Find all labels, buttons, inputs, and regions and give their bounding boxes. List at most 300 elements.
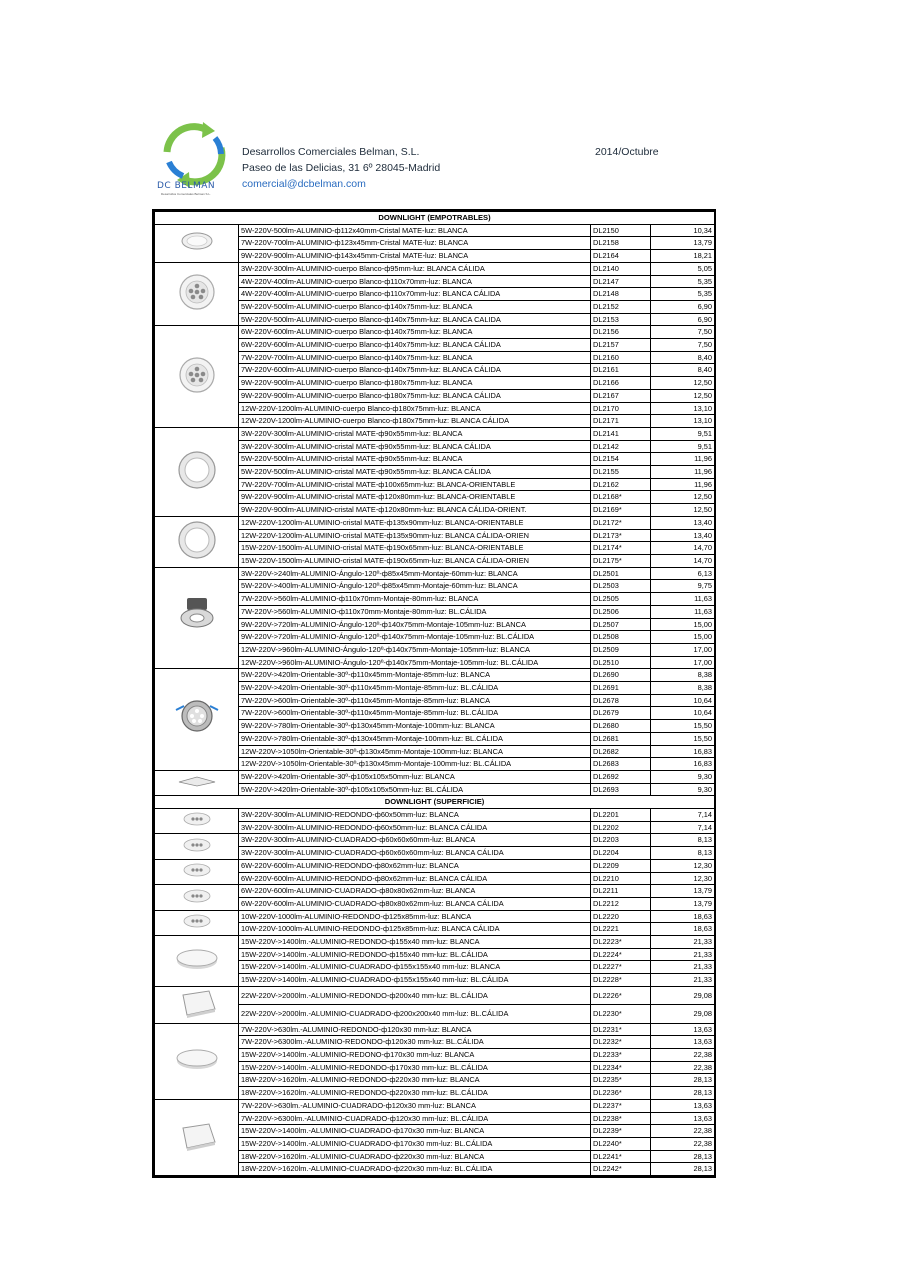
product-price: 12,30 <box>651 872 715 885</box>
product-price: 17,00 <box>651 656 715 669</box>
product-description: 12W-220V->1050lm-Orientable-30º-ф130x45mm-Montaje-100mm-luz: BL.CÁLIDA <box>239 758 591 771</box>
product-code: DL2212 <box>591 897 651 910</box>
product-description: 15W-220V->1400lm.-ALUMINIO-CUADRADO-ф170x30 mm-luz: BLANCA <box>239 1125 591 1138</box>
product-code: DL2235* <box>591 1074 651 1087</box>
product-price: 21,33 <box>651 936 715 949</box>
product-price: 12,50 <box>651 491 715 504</box>
product-image-cell <box>155 516 239 567</box>
table-row <box>155 834 715 847</box>
product-code: DL2204 <box>591 847 651 860</box>
product-code: DL2203 <box>591 834 651 847</box>
table-row <box>155 580 715 593</box>
product-code: DL2678 <box>591 694 651 707</box>
product-code: DL2157 <box>591 339 651 352</box>
table-row <box>155 923 715 936</box>
product-code: DL2202 <box>591 821 651 834</box>
product-price: 28,13 <box>651 1163 715 1176</box>
table-row <box>155 720 715 733</box>
table-row <box>155 504 715 517</box>
product-code: DL2234* <box>591 1061 651 1074</box>
surface-small-icon <box>180 811 214 827</box>
product-price: 6,90 <box>651 313 715 326</box>
product-code: DL2166 <box>591 377 651 390</box>
product-description: 7W-220V->600lm-Orientable-30º-ф110x45mm-Montaje-85mm-luz: BL.CÁLIDA <box>239 707 591 720</box>
table-row <box>155 326 715 339</box>
product-image-cell <box>155 885 239 910</box>
product-code: DL2236* <box>591 1087 651 1100</box>
product-code: DL2168* <box>591 491 651 504</box>
product-price: 13,10 <box>651 402 715 415</box>
table-row <box>155 643 715 656</box>
product-code: DL2509 <box>591 643 651 656</box>
product-price: 6,13 <box>651 567 715 580</box>
product-code: DL2169* <box>591 504 651 517</box>
table-row <box>155 275 715 288</box>
product-code: DL2683 <box>591 758 651 771</box>
recessed-flat-icon <box>180 231 214 251</box>
product-description: 5W-220V->420lm-Orientable-30º-ф105x105x50mm-luz: BLANCA <box>239 770 591 783</box>
product-code: DL2147 <box>591 275 651 288</box>
logo-text: DC BELMAN <box>157 181 216 191</box>
product-image-cell <box>155 834 239 859</box>
product-description: 6W-220V-600lm-ALUMINIO-cuerpo Blanco-ф140x75mm-luz: BLANCA CÁLIDA <box>239 339 591 352</box>
spot-cob-icon <box>175 596 219 636</box>
product-description: 3W-220V-300lm-ALUMINIO-cristal MATE-ф90x55mm-luz: BLANCA CÁLIDA <box>239 440 591 453</box>
table-row <box>155 1005 715 1023</box>
product-code: DL2161 <box>591 364 651 377</box>
table-row <box>155 974 715 987</box>
product-code: DL2140 <box>591 262 651 275</box>
product-price: 9,30 <box>651 770 715 783</box>
table-row <box>155 885 715 898</box>
product-description: 7W-220V->630lm.-ALUMINIO-CUADRADO-ф120x30 mm-luz: BLANCA <box>239 1099 591 1112</box>
product-image-cell <box>155 1099 239 1175</box>
product-code: DL2227* <box>591 961 651 974</box>
product-price: 11,63 <box>651 593 715 606</box>
product-price: 13,63 <box>651 1023 715 1036</box>
product-price: 5,05 <box>651 262 715 275</box>
table-row <box>155 682 715 695</box>
product-code: DL2211 <box>591 885 651 898</box>
product-description: 6W-220V-600lm-ALUMINIO-cuerpo Blanco-ф140x75mm-luz: BLANCA <box>239 326 591 339</box>
product-code: DL2679 <box>591 707 651 720</box>
product-code: DL2153 <box>591 313 651 326</box>
product-code: DL2164 <box>591 250 651 263</box>
product-price: 22,38 <box>651 1049 715 1062</box>
table-row <box>155 542 715 555</box>
product-description: 3W-220V-300lm-ALUMINIO-CUADRADO-ф60x60x60mm-luz: BLANCA CÁLIDA <box>239 847 591 860</box>
surface-round-panel-icon <box>174 946 220 972</box>
product-code: DL2228* <box>591 974 651 987</box>
table-row <box>155 453 715 466</box>
product-code: DL2682 <box>591 745 651 758</box>
product-description: 18W-220V->1620lm.-ALUMINIO-REDONDO-ф220x30 mm-luz: BL.CÁLIDA <box>239 1087 591 1100</box>
product-price: 5,35 <box>651 275 715 288</box>
product-description: 10W-220V-1000lm-ALUMINIO-REDONDO-ф125x85mm-luz: BLANCA <box>239 910 591 923</box>
product-description: 7W-220V-700lm-ALUMINIO-cuerpo Blanco-ф140x75mm-luz: BLANCA <box>239 351 591 364</box>
product-price: 8,38 <box>651 669 715 682</box>
table-row <box>155 758 715 771</box>
product-code: DL2172* <box>591 516 651 529</box>
table-row <box>155 237 715 250</box>
table-row <box>155 516 715 529</box>
table-row <box>155 567 715 580</box>
product-price: 18,63 <box>651 923 715 936</box>
table-row <box>155 847 715 860</box>
product-price: 16,83 <box>651 745 715 758</box>
table-row <box>155 1023 715 1036</box>
product-description: 9W-220V->720lm-ALUMINIO-Ángulo-120º-ф140x75mm-Montaje-105mm-luz: BL.CÁLIDA <box>239 631 591 644</box>
table-row <box>155 288 715 301</box>
multi-led-downlight-icon <box>175 272 219 312</box>
product-price: 13,79 <box>651 897 715 910</box>
product-description: 12W-220V->960lm-ALUMINIO-Ángulo-120º-ф140x75mm-Montaje-105mm-luz: BL.CÁLIDA <box>239 656 591 669</box>
product-price: 8,13 <box>651 847 715 860</box>
product-description: 15W-220V->1400lm.-ALUMINIO-CUADRADO-ф155x155x40 mm-luz: BL.CÁLIDA <box>239 974 591 987</box>
letterhead <box>155 118 715 198</box>
orientable-led-icon <box>172 696 222 740</box>
table-row <box>155 339 715 352</box>
product-description: 7W-220V-700lm-ALUMINIO-ф123x45mm-Cristal MATE-luz: BLANCA <box>239 237 591 250</box>
product-image-cell <box>155 986 239 1023</box>
table-row <box>155 936 715 949</box>
product-price: 18,21 <box>651 250 715 263</box>
product-code: DL2501 <box>591 567 651 580</box>
product-description: 5W-220V-500lm-ALUMINIO-cuerpo Blanco-ф140x75mm-luz: BLANCA CALIDA <box>239 313 591 326</box>
product-description: 15W-220V->1400lm.-ALUMINIO-REDONDO-ф170x30 mm-luz: BL.CÁLIDA <box>239 1061 591 1074</box>
product-description: 15W-220V->1400lm.-ALUMINIO-REDONO-ф170x30 mm-luz: BLANCA <box>239 1049 591 1062</box>
table-row <box>155 961 715 974</box>
table-row <box>155 1137 715 1150</box>
product-price: 29,08 <box>651 986 715 1004</box>
product-code: DL2232* <box>591 1036 651 1049</box>
product-price: 7,14 <box>651 809 715 822</box>
product-description: 9W-220V->780lm-Orientable-30º-ф130x45mm-Montaje-100mm-luz: BL.CÁLIDA <box>239 732 591 745</box>
product-description: 9W-220V-900lm-ALUMINIO-cristal MATE-ф120x80mm-luz: BLANCA CÁLIDA-ORIENT. <box>239 504 591 517</box>
table-row <box>155 897 715 910</box>
product-description: 4W-220V-400lm-ALUMINIO-cuerpo Blanco-ф110x70mm-luz: BLANCA <box>239 275 591 288</box>
product-code: DL2692 <box>591 770 651 783</box>
product-price: 11,96 <box>651 478 715 491</box>
recessed-matte-icon <box>174 519 220 561</box>
product-image-cell <box>155 1023 239 1099</box>
table-row <box>155 1049 715 1062</box>
product-description: 7W-220V->560lm-ALUMINIO-ф110x70mm-Montaje-80mm-luz: BLANCA <box>239 593 591 606</box>
company-address: Paseo de las Delicias, 31 6º 28045-Madrid <box>242 162 441 174</box>
product-description: 9W-220V->720lm-ALUMINIO-Ángulo-120º-ф140x75mm-Montaje-105mm-luz: BLANCA <box>239 618 591 631</box>
product-description: 5W-220V->420lm-Orientable-30º-ф105x105x50mm-luz: BL.CÁLIDA <box>239 783 591 796</box>
product-price: 8,13 <box>651 834 715 847</box>
product-code: DL2150 <box>591 224 651 237</box>
product-price: 10,34 <box>651 224 715 237</box>
product-price: 13,63 <box>651 1099 715 1112</box>
product-description: 12W-220V->1050lm-Orientable-30º-ф130x45mm-Montaje-100mm-luz: BLANCA <box>239 745 591 758</box>
product-description: 7W-220V-600lm-ALUMINIO-cuerpo Blanco-ф140x75mm-luz: BLANCA CÁLIDA <box>239 364 591 377</box>
table-row <box>155 986 715 1004</box>
product-description: 12W-220V-1200lm-ALUMINIO-cristal MATE-ф135x90mm-luz: BLANCA CÁLIDA-ORIEN <box>239 529 591 542</box>
product-description: 15W-220V-1500lm-ALUMINIO-cristal MATE-ф190x65mm-luz: BLANCA CÁLIDA-ORIEN <box>239 554 591 567</box>
table-row <box>155 364 715 377</box>
product-price: 13,10 <box>651 415 715 428</box>
table-row <box>155 250 715 263</box>
table-row <box>155 1125 715 1138</box>
product-code: DL2221 <box>591 923 651 936</box>
table-row <box>155 872 715 885</box>
table-row <box>155 605 715 618</box>
product-code: DL2224* <box>591 948 651 961</box>
product-image-cell <box>155 910 239 935</box>
product-description: 7W-220V->6300lm.-ALUMINIO-CUADRADO-ф120x30 mm-luz: BL.CÁLIDA <box>239 1112 591 1125</box>
table-row <box>155 948 715 961</box>
product-price: 9,30 <box>651 783 715 796</box>
product-price: 12,50 <box>651 377 715 390</box>
product-image-cell <box>155 262 239 326</box>
table-row <box>155 1163 715 1176</box>
product-price: 5,35 <box>651 288 715 301</box>
table-row <box>155 427 715 440</box>
product-code: DL2175* <box>591 554 651 567</box>
company-info <box>242 144 440 192</box>
section-title: DOWNLIGHT (SUPERFICIE) <box>155 796 715 809</box>
product-price: 28,13 <box>651 1074 715 1087</box>
product-description: 5W-220V->400lm-ALUMINIO-Ángulo-120º-ф85x45mm-Montaje-60mm-luz: BLANCA <box>239 580 591 593</box>
table-row <box>155 618 715 631</box>
product-code: DL2158 <box>591 237 651 250</box>
product-price: 8,40 <box>651 351 715 364</box>
product-code: DL2162 <box>591 478 651 491</box>
table-row <box>155 313 715 326</box>
table-row <box>155 529 715 542</box>
product-code: DL2148 <box>591 288 651 301</box>
table-row <box>155 631 715 644</box>
table-row <box>155 1061 715 1074</box>
product-price: 14,70 <box>651 542 715 555</box>
product-code: DL2160 <box>591 351 651 364</box>
product-code: DL2156 <box>591 326 651 339</box>
table-row <box>155 732 715 745</box>
product-code: DL2209 <box>591 859 651 872</box>
product-code: DL2223* <box>591 936 651 949</box>
section-title: DOWNLIGHT (EMPOTRABLES) <box>155 212 715 225</box>
product-price: 15,00 <box>651 618 715 631</box>
surface-round-panel-icon <box>174 1046 220 1072</box>
product-price: 17,00 <box>651 643 715 656</box>
product-code: DL2241* <box>591 1150 651 1163</box>
table-row <box>155 1150 715 1163</box>
product-image-cell <box>155 809 239 834</box>
product-description: 3W-220V-300lm-ALUMINIO-CUADRADO-ф60x60x60mm-luz: BLANCA <box>239 834 591 847</box>
section-header <box>155 212 715 225</box>
product-code: DL2141 <box>591 427 651 440</box>
product-description: 12W-220V-1200lm-ALUMINIO-cristal MATE-ф135x90mm-luz: BLANCA-ORIENTABLE <box>239 516 591 529</box>
product-code: DL2503 <box>591 580 651 593</box>
surface-square-panel-icon <box>175 987 219 1019</box>
table-row <box>155 415 715 428</box>
table-row <box>155 1074 715 1087</box>
product-image-cell <box>155 770 239 795</box>
table-row <box>155 859 715 872</box>
product-price: 21,33 <box>651 961 715 974</box>
product-price: 13,79 <box>651 237 715 250</box>
product-price: 13,40 <box>651 529 715 542</box>
square-slim-icon <box>175 774 219 788</box>
product-price: 7,50 <box>651 339 715 352</box>
product-code: DL2231* <box>591 1023 651 1036</box>
table-row <box>155 669 715 682</box>
product-description: 5W-220V->420lm-Orientable-30º-ф110x45mm-Montaje-85mm-luz: BL.CÁLIDA <box>239 682 591 695</box>
product-description: 5W-220V-500lm-ALUMINIO-cristal MATE-ф90x55mm-luz: BLANCA <box>239 453 591 466</box>
table-row <box>155 1036 715 1049</box>
product-price: 13,40 <box>651 516 715 529</box>
product-price: 29,08 <box>651 1005 715 1023</box>
product-description: 9W-220V->780lm-Orientable-30º-ф130x45mm-Montaje-100mm-luz: BLANCA <box>239 720 591 733</box>
product-code: DL2210 <box>591 872 651 885</box>
product-code: DL2680 <box>591 720 651 733</box>
product-code: DL2681 <box>591 732 651 745</box>
product-code: DL2154 <box>591 453 651 466</box>
product-code: DL2142 <box>591 440 651 453</box>
table-row <box>155 694 715 707</box>
product-description: 18W-220V->1620lm.-ALUMINIO-REDONDO-ф220x30 mm-luz: BLANCA <box>239 1074 591 1087</box>
surface-small-icon <box>180 862 214 878</box>
product-code: DL2506 <box>591 605 651 618</box>
product-code: DL2237* <box>591 1099 651 1112</box>
product-image-cell <box>155 224 239 262</box>
product-code: DL2240* <box>591 1137 651 1150</box>
product-price: 22,38 <box>651 1061 715 1074</box>
product-description: 3W-220V-300lm-ALUMINIO-REDONDO-ф60x50mm-luz: BLANCA CÁLIDA <box>239 821 591 834</box>
product-description: 15W-220V->1400lm.-ALUMINIO-REDONDO-ф155x40 mm-luz: BLANCA <box>239 936 591 949</box>
product-price: 10,64 <box>651 707 715 720</box>
product-description: 15W-220V-1500lm-ALUMINIO-cristal MATE-ф190x65mm-luz: BLANCA-ORIENTABLE <box>239 542 591 555</box>
product-code: DL2691 <box>591 682 651 695</box>
product-description: 10W-220V-1000lm-ALUMINIO-REDONDO-ф125x85mm-luz: BLANCA CÁLIDA <box>239 923 591 936</box>
table-row <box>155 593 715 606</box>
product-description: 7W-220V->560lm-ALUMINIO-ф110x70mm-Montaje-80mm-luz: BL.CÁLIDA <box>239 605 591 618</box>
product-price: 22,38 <box>651 1125 715 1138</box>
surface-square-panel-icon <box>175 1120 219 1152</box>
product-description: 9W-220V-900lm-ALUMINIO-cristal MATE-ф120x80mm-luz: BLANCA-ORIENTABLE <box>239 491 591 504</box>
product-price: 7,50 <box>651 326 715 339</box>
product-description: 5W-220V-500lm-ALUMINIO-cuerpo Blanco-ф140x75mm-luz: BLANCA <box>239 300 591 313</box>
product-description: 6W-220V-600lm-ALUMINIO-CUADRADO-ф80x80x62mm-luz: BLANCA <box>239 885 591 898</box>
table-row <box>155 821 715 834</box>
product-price: 6,90 <box>651 300 715 313</box>
product-price: 21,33 <box>651 948 715 961</box>
table-row <box>155 707 715 720</box>
product-description: 18W-220V->1620lm.-ALUMINIO-CUADRADO-ф220x30 mm-luz: BL.CÁLIDA <box>239 1163 591 1176</box>
product-price: 7,14 <box>651 821 715 834</box>
product-description: 5W-220V-500lm-ALUMINIO-ф112x40mm-Cristal MATE-luz: BLANCA <box>239 224 591 237</box>
product-code: DL2505 <box>591 593 651 606</box>
product-description: 6W-220V-600lm-ALUMINIO-CUADRADO-ф80x80x62mm-luz: BLANCA CÁLIDA <box>239 897 591 910</box>
table-row <box>155 1099 715 1112</box>
surface-small-icon <box>180 913 214 929</box>
product-description: 15W-220V->1400lm.-ALUMINIO-CUADRADO-ф170x30 mm-luz: BL.CÁLIDA <box>239 1137 591 1150</box>
product-image-cell <box>155 326 239 428</box>
table-row <box>155 491 715 504</box>
product-description: 12W-220V-1200lm-ALUMINIO-cuerpo Blanco-ф180x75mm-luz: BLANCA CÁLIDA <box>239 415 591 428</box>
product-code: DL2171 <box>591 415 651 428</box>
table-row <box>155 783 715 796</box>
product-description: 12W-220V-1200lm-ALUMINIO-cuerpo Blanco-ф180x75mm-luz: BLANCA <box>239 402 591 415</box>
product-description: 22W-220V->2000lm.-ALUMINIO-CUADRADO-ф200x200x40 mm-luz: BL.CÁLIDA <box>239 1005 591 1023</box>
table-row <box>155 1112 715 1125</box>
product-description: 15W-220V->1400lm.-ALUMINIO-CUADRADO-ф155x155x40 mm-luz: BLANCA <box>239 961 591 974</box>
product-description: 7W-220V->600lm-Orientable-30º-ф110x45mm-Montaje-85mm-luz: BLANCA <box>239 694 591 707</box>
surface-small-icon <box>180 837 214 853</box>
product-description: 15W-220V->1400lm.-ALUMINIO-REDONDO-ф155x40 mm-luz: BL.CÁLIDA <box>239 948 591 961</box>
table-row <box>155 745 715 758</box>
table-row <box>155 402 715 415</box>
product-image-cell <box>155 427 239 516</box>
product-price: 10,64 <box>651 694 715 707</box>
product-code: DL2507 <box>591 618 651 631</box>
product-code: DL2173* <box>591 529 651 542</box>
table-row <box>155 1087 715 1100</box>
recessed-matte-icon <box>174 449 220 491</box>
table-row <box>155 300 715 313</box>
product-description: 3W-220V-300lm-ALUMINIO-cuerpo Blanco-ф95mm-luz: BLANCA CÁLIDA <box>239 262 591 275</box>
product-price: 13,79 <box>651 885 715 898</box>
product-price: 13,63 <box>651 1036 715 1049</box>
product-description: 18W-220V->1620lm.-ALUMINIO-CUADRADO-ф220x30 mm-luz: BLANCA <box>239 1150 591 1163</box>
product-description: 9W-220V-900lm-ALUMINIO-cuerpo Blanco-ф180x75mm-luz: BLANCA CÁLIDA <box>239 389 591 402</box>
product-description: 3W-220V-300lm-ALUMINIO-REDONDO-ф60x50mm-luz: BLANCA <box>239 809 591 822</box>
product-code: DL2170 <box>591 402 651 415</box>
table-row <box>155 351 715 364</box>
product-description: 6W-220V-600lm-ALUMINIO-REDONDO-ф80x62mm-luz: BLANCA CÁLIDA <box>239 872 591 885</box>
table-row <box>155 910 715 923</box>
company-name: Desarrollos Comerciales Belman, S.L. <box>242 146 420 158</box>
product-code: DL2167 <box>591 389 651 402</box>
product-code: DL2233* <box>591 1049 651 1062</box>
product-description: 9W-220V-900lm-ALUMINIO-cuerpo Blanco-ф180x75mm-luz: BLANCA <box>239 377 591 390</box>
product-description: 22W-220V->2000lm.-ALUMINIO-REDONDO-ф200x40 mm-luz: BL.CÁLIDA <box>239 986 591 1004</box>
product-description: 4W-220V-400lm-ALUMINIO-cuerpo Blanco-ф110x70mm-luz: BLANCA CÁLIDA <box>239 288 591 301</box>
product-image-cell <box>155 669 239 771</box>
product-price: 22,38 <box>651 1137 715 1150</box>
product-code: DL2510 <box>591 656 651 669</box>
table-row <box>155 224 715 237</box>
product-price: 28,13 <box>651 1087 715 1100</box>
product-price: 14,70 <box>651 554 715 567</box>
product-description: 3W-220V->240lm-ALUMINIO-Ángulo-120º-ф85x45mm-Montaje-60mm-luz: BLANCA <box>239 567 591 580</box>
product-code: DL2238* <box>591 1112 651 1125</box>
table-row <box>155 440 715 453</box>
product-code: DL2239* <box>591 1125 651 1138</box>
product-price: 13,63 <box>651 1112 715 1125</box>
company-email[interactable]: comercial@dcbelman.com <box>242 178 366 190</box>
product-description: 7W-220V->6300lm.-ALUMINIO-REDONDO-ф120x30 mm-luz: BL.CÁLIDA <box>239 1036 591 1049</box>
product-price: 11,63 <box>651 605 715 618</box>
table-row <box>155 377 715 390</box>
product-price: 8,38 <box>651 682 715 695</box>
product-price: 11,96 <box>651 453 715 466</box>
product-price: 15,50 <box>651 732 715 745</box>
product-image-cell <box>155 936 239 987</box>
product-code: DL2690 <box>591 669 651 682</box>
product-code: DL2242* <box>591 1163 651 1176</box>
table-row <box>155 478 715 491</box>
product-image-cell <box>155 859 239 884</box>
product-price: 15,50 <box>651 720 715 733</box>
company-logo <box>155 118 233 196</box>
product-price: 21,33 <box>651 974 715 987</box>
product-description: 7W-220V->630lm.-ALUMINIO-REDONDO-ф120x30 mm-luz: BLANCA <box>239 1023 591 1036</box>
multi-led-downlight-icon <box>175 355 219 395</box>
product-code: DL2201 <box>591 809 651 822</box>
